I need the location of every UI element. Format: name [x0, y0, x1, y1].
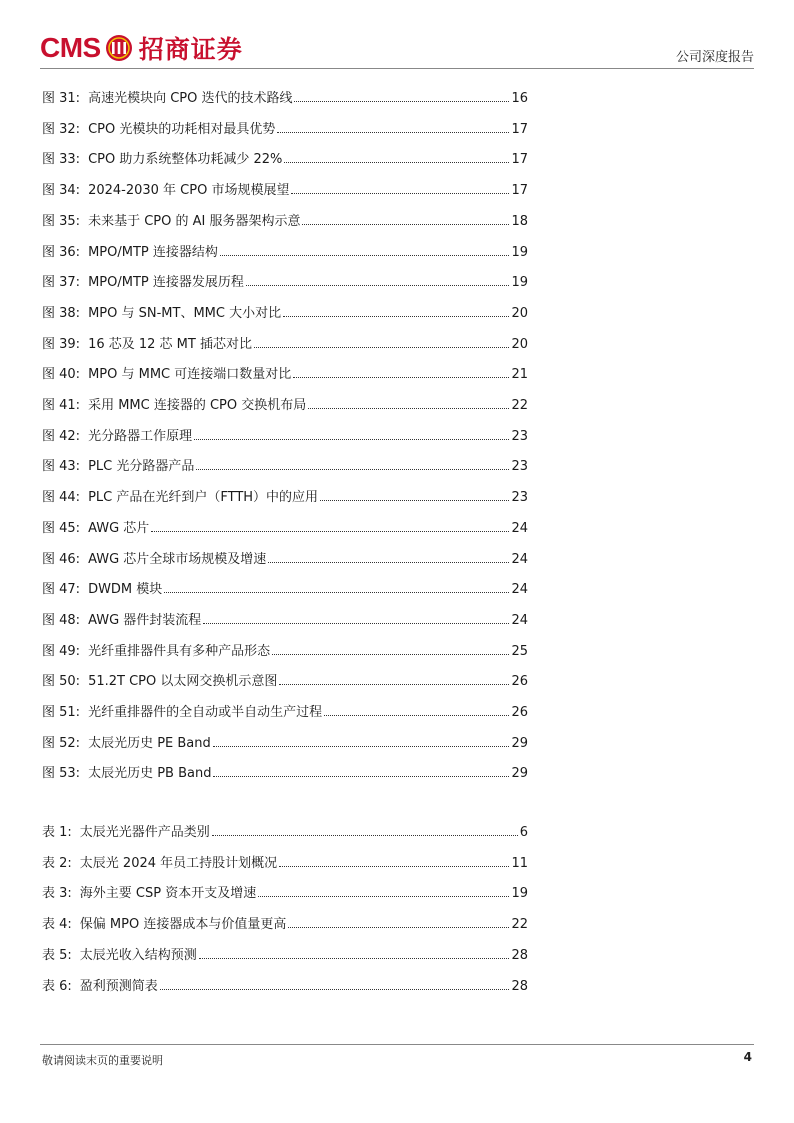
figure-entry[interactable]	[42, 608, 528, 628]
dot-leader	[160, 989, 510, 990]
table-entry[interactable]	[42, 912, 528, 932]
entry-page: 24	[511, 551, 528, 567]
entry-page: 21	[511, 367, 528, 383]
entry-label: 图 41:	[42, 398, 81, 413]
entry-page: 16	[511, 91, 528, 106]
entry-page: 17	[511, 183, 528, 199]
dot-leader	[246, 285, 510, 286]
entry-page: 22	[511, 917, 528, 933]
entry-label: 表 2:	[42, 855, 72, 871]
dot-leader	[199, 958, 510, 959]
figure-entry[interactable]	[42, 147, 528, 167]
entry-label: 图 31:	[42, 91, 81, 106]
entry-label: 图 35:	[42, 213, 81, 229]
dot-leader	[291, 193, 509, 194]
entry-title: 采用 MMC 连接器的 CPO 交换机布局	[88, 398, 307, 413]
entry-title: AWG 芯片	[88, 520, 150, 536]
entry-title: 太辰光历史 PB Band	[88, 766, 212, 782]
dot-leader	[320, 500, 509, 501]
entry-label: 图 45:	[42, 520, 81, 536]
dot-leader	[277, 132, 509, 133]
entry-page: 11	[511, 855, 528, 871]
entry-label: 图 36:	[42, 244, 81, 260]
dot-leader	[254, 347, 509, 348]
dot-leader	[220, 255, 510, 256]
dot-leader	[151, 531, 509, 532]
dot-leader	[284, 162, 509, 163]
header-divider	[40, 68, 754, 69]
figure-entry[interactable]	[42, 178, 528, 198]
logo-chinese: 招商证券	[138, 35, 243, 64]
entry-label: 表 4:	[42, 917, 72, 933]
figure-entry[interactable]	[42, 547, 528, 567]
entry-title: 2024-2030 年 CPO 市场规模展望	[88, 183, 290, 199]
figure-entry[interactable]	[42, 761, 528, 781]
entry-title: 51.2T CPO 以太网交换机示意图	[88, 674, 278, 690]
entry-label: 图 47:	[42, 582, 81, 598]
table-entry[interactable]	[42, 943, 528, 963]
dot-leader	[196, 469, 509, 470]
figure-entry[interactable]	[42, 332, 528, 352]
dot-leader	[293, 377, 509, 378]
figure-entry[interactable]	[42, 270, 528, 290]
entry-label: 图 40:	[42, 367, 81, 383]
entry-page: 18	[511, 213, 528, 229]
figure-entry[interactable]	[42, 669, 528, 689]
figure-entry[interactable]	[42, 485, 528, 505]
entry-title: 光纤重排器件的全自动或半自动生产过程	[88, 705, 323, 720]
entry-page: 29	[511, 735, 528, 751]
entry-title: 太辰光光器件产品类别	[79, 825, 210, 840]
footer-divider	[40, 1044, 754, 1045]
entry-title: MPO 与 SN-MT、MMC 大小对比	[88, 305, 282, 321]
dot-leader	[288, 927, 509, 928]
figure-entry[interactable]	[42, 117, 528, 137]
entry-page: 28	[511, 978, 528, 994]
entry-page: 6	[519, 825, 528, 840]
entry-title: AWG 芯片全球市场规模及增速	[88, 551, 267, 567]
entry-title: PLC 光分路器产品	[88, 459, 195, 475]
entry-label: 图 44:	[42, 490, 81, 506]
figure-entry[interactable]	[42, 454, 528, 474]
dot-leader	[212, 835, 518, 836]
table-entry[interactable]	[42, 974, 528, 994]
entry-label: 图 48:	[42, 612, 81, 628]
entry-page: 28	[511, 947, 528, 963]
entry-page: 25	[511, 643, 528, 659]
entry-page: 26	[511, 674, 528, 690]
dot-leader	[283, 316, 509, 317]
entry-label: 图 46:	[42, 551, 81, 567]
entry-label: 图 32:	[42, 121, 81, 137]
figure-entry[interactable]	[42, 393, 528, 413]
figure-entry[interactable]	[42, 577, 528, 597]
dot-leader	[324, 715, 509, 716]
entry-label: 图 52:	[42, 735, 81, 751]
entry-page: 17	[511, 121, 528, 137]
entry-title: 海外主要 CSP 资本开支及增速	[79, 886, 257, 902]
entry-label: 表 3:	[42, 886, 72, 902]
entry-title: 高速光模块向 CPO 迭代的技术路线	[88, 91, 293, 106]
entry-page: 22	[511, 398, 528, 413]
entry-page: 19	[511, 244, 528, 260]
entry-title: 光纤重排器件具有多种产品形态	[88, 643, 271, 659]
report-type-label: 公司深度报告	[675, 50, 754, 65]
page-header	[40, 24, 754, 70]
entry-title: DWDM 模块	[88, 582, 163, 598]
entry-page: 24	[511, 520, 528, 536]
entry-label: 图 33:	[42, 152, 81, 168]
entry-label: 图 34:	[42, 183, 81, 199]
entry-label: 图 49:	[42, 643, 81, 659]
company-logo	[40, 28, 243, 68]
logo-latin: CMS	[40, 32, 101, 63]
entry-page: 23	[511, 459, 528, 475]
page-number: 4	[743, 1050, 752, 1064]
dot-leader	[268, 562, 509, 563]
table-entry[interactable]	[42, 820, 528, 840]
entry-page: 20	[511, 305, 528, 321]
entry-title: AWG 器件封装流程	[88, 612, 202, 628]
dot-leader	[279, 684, 509, 685]
figure-entry[interactable]	[42, 301, 528, 321]
entry-page: 20	[511, 336, 528, 352]
entry-page: 17	[511, 152, 528, 168]
dot-leader	[294, 101, 509, 102]
footer-disclaimer: 敬请阅读末页的重要说明	[42, 1054, 163, 1067]
entry-title: CPO 助力系统整体功耗减少 22%	[88, 152, 283, 168]
dot-leader	[308, 408, 509, 409]
entry-label: 图 50:	[42, 674, 81, 690]
entry-label: 图 53:	[42, 766, 81, 782]
entry-title: MPO/MTP 连接器发展历程	[88, 275, 244, 291]
entry-title: MPO 与 MMC 可连接端口数量对比	[88, 367, 292, 383]
entry-title: 光分路器工作原理	[88, 428, 193, 444]
entry-label: 图 39:	[42, 336, 81, 352]
entry-label: 表 5:	[42, 947, 72, 963]
entry-label: 表 6:	[42, 978, 72, 994]
entry-label: 表 1:	[42, 825, 72, 840]
entry-label: 图 38:	[42, 305, 81, 321]
entry-page: 23	[511, 490, 528, 506]
entry-label: 图 43:	[42, 459, 81, 475]
entry-label: 图 42:	[42, 428, 81, 444]
entry-page: 26	[511, 705, 528, 720]
dot-leader	[258, 896, 509, 897]
dot-leader	[213, 776, 509, 777]
figure-entry[interactable]	[42, 639, 528, 659]
entry-title: 盈利预测简表	[79, 978, 158, 994]
entry-page: 19	[511, 275, 528, 291]
dot-leader	[272, 654, 509, 655]
logo-emblem-icon	[105, 34, 133, 62]
entry-page: 19	[511, 886, 528, 902]
dot-leader	[213, 746, 510, 747]
figure-entry[interactable]	[42, 516, 528, 536]
figure-entry[interactable]	[42, 731, 528, 751]
entry-page: 29	[511, 766, 528, 782]
dot-leader	[203, 623, 509, 624]
figure-entry[interactable]	[42, 700, 528, 720]
entry-label: 图 37:	[42, 275, 81, 291]
entry-title: 太辰光历史 PE Band	[88, 735, 211, 751]
entry-label: 图 51:	[42, 705, 81, 720]
figure-entry[interactable]	[42, 209, 528, 229]
table-entry[interactable]	[42, 881, 528, 901]
dot-leader	[279, 866, 509, 867]
entry-title: 未来基于 CPO 的 AI 服务器架构示意	[88, 213, 301, 229]
dot-leader	[194, 439, 509, 440]
table-entry[interactable]	[42, 851, 528, 871]
entry-title: MPO/MTP 连接器结构	[88, 244, 218, 260]
figure-entry[interactable]	[42, 240, 528, 260]
figure-entry[interactable]	[42, 424, 528, 444]
entry-page: 23	[511, 428, 528, 444]
dot-leader	[302, 224, 509, 225]
entry-title: 太辰光收入结构预测	[79, 947, 197, 963]
entry-title: CPO 光模块的功耗相对最具优势	[88, 121, 276, 137]
figure-entry[interactable]	[42, 86, 528, 106]
entry-title: 16 芯及 12 芯 MT 插芯对比	[88, 336, 252, 352]
entry-title: 太辰光 2024 年员工持股计划概况	[79, 855, 278, 871]
dot-leader	[164, 592, 509, 593]
entry-page: 24	[511, 582, 528, 598]
entry-title: 保偏 MPO 连接器成本与价值量更高	[79, 917, 287, 933]
figure-entry[interactable]	[42, 362, 528, 382]
entry-page: 24	[511, 612, 528, 628]
entry-title: PLC 产品在光纤到户（FTTH）中的应用	[88, 490, 319, 506]
